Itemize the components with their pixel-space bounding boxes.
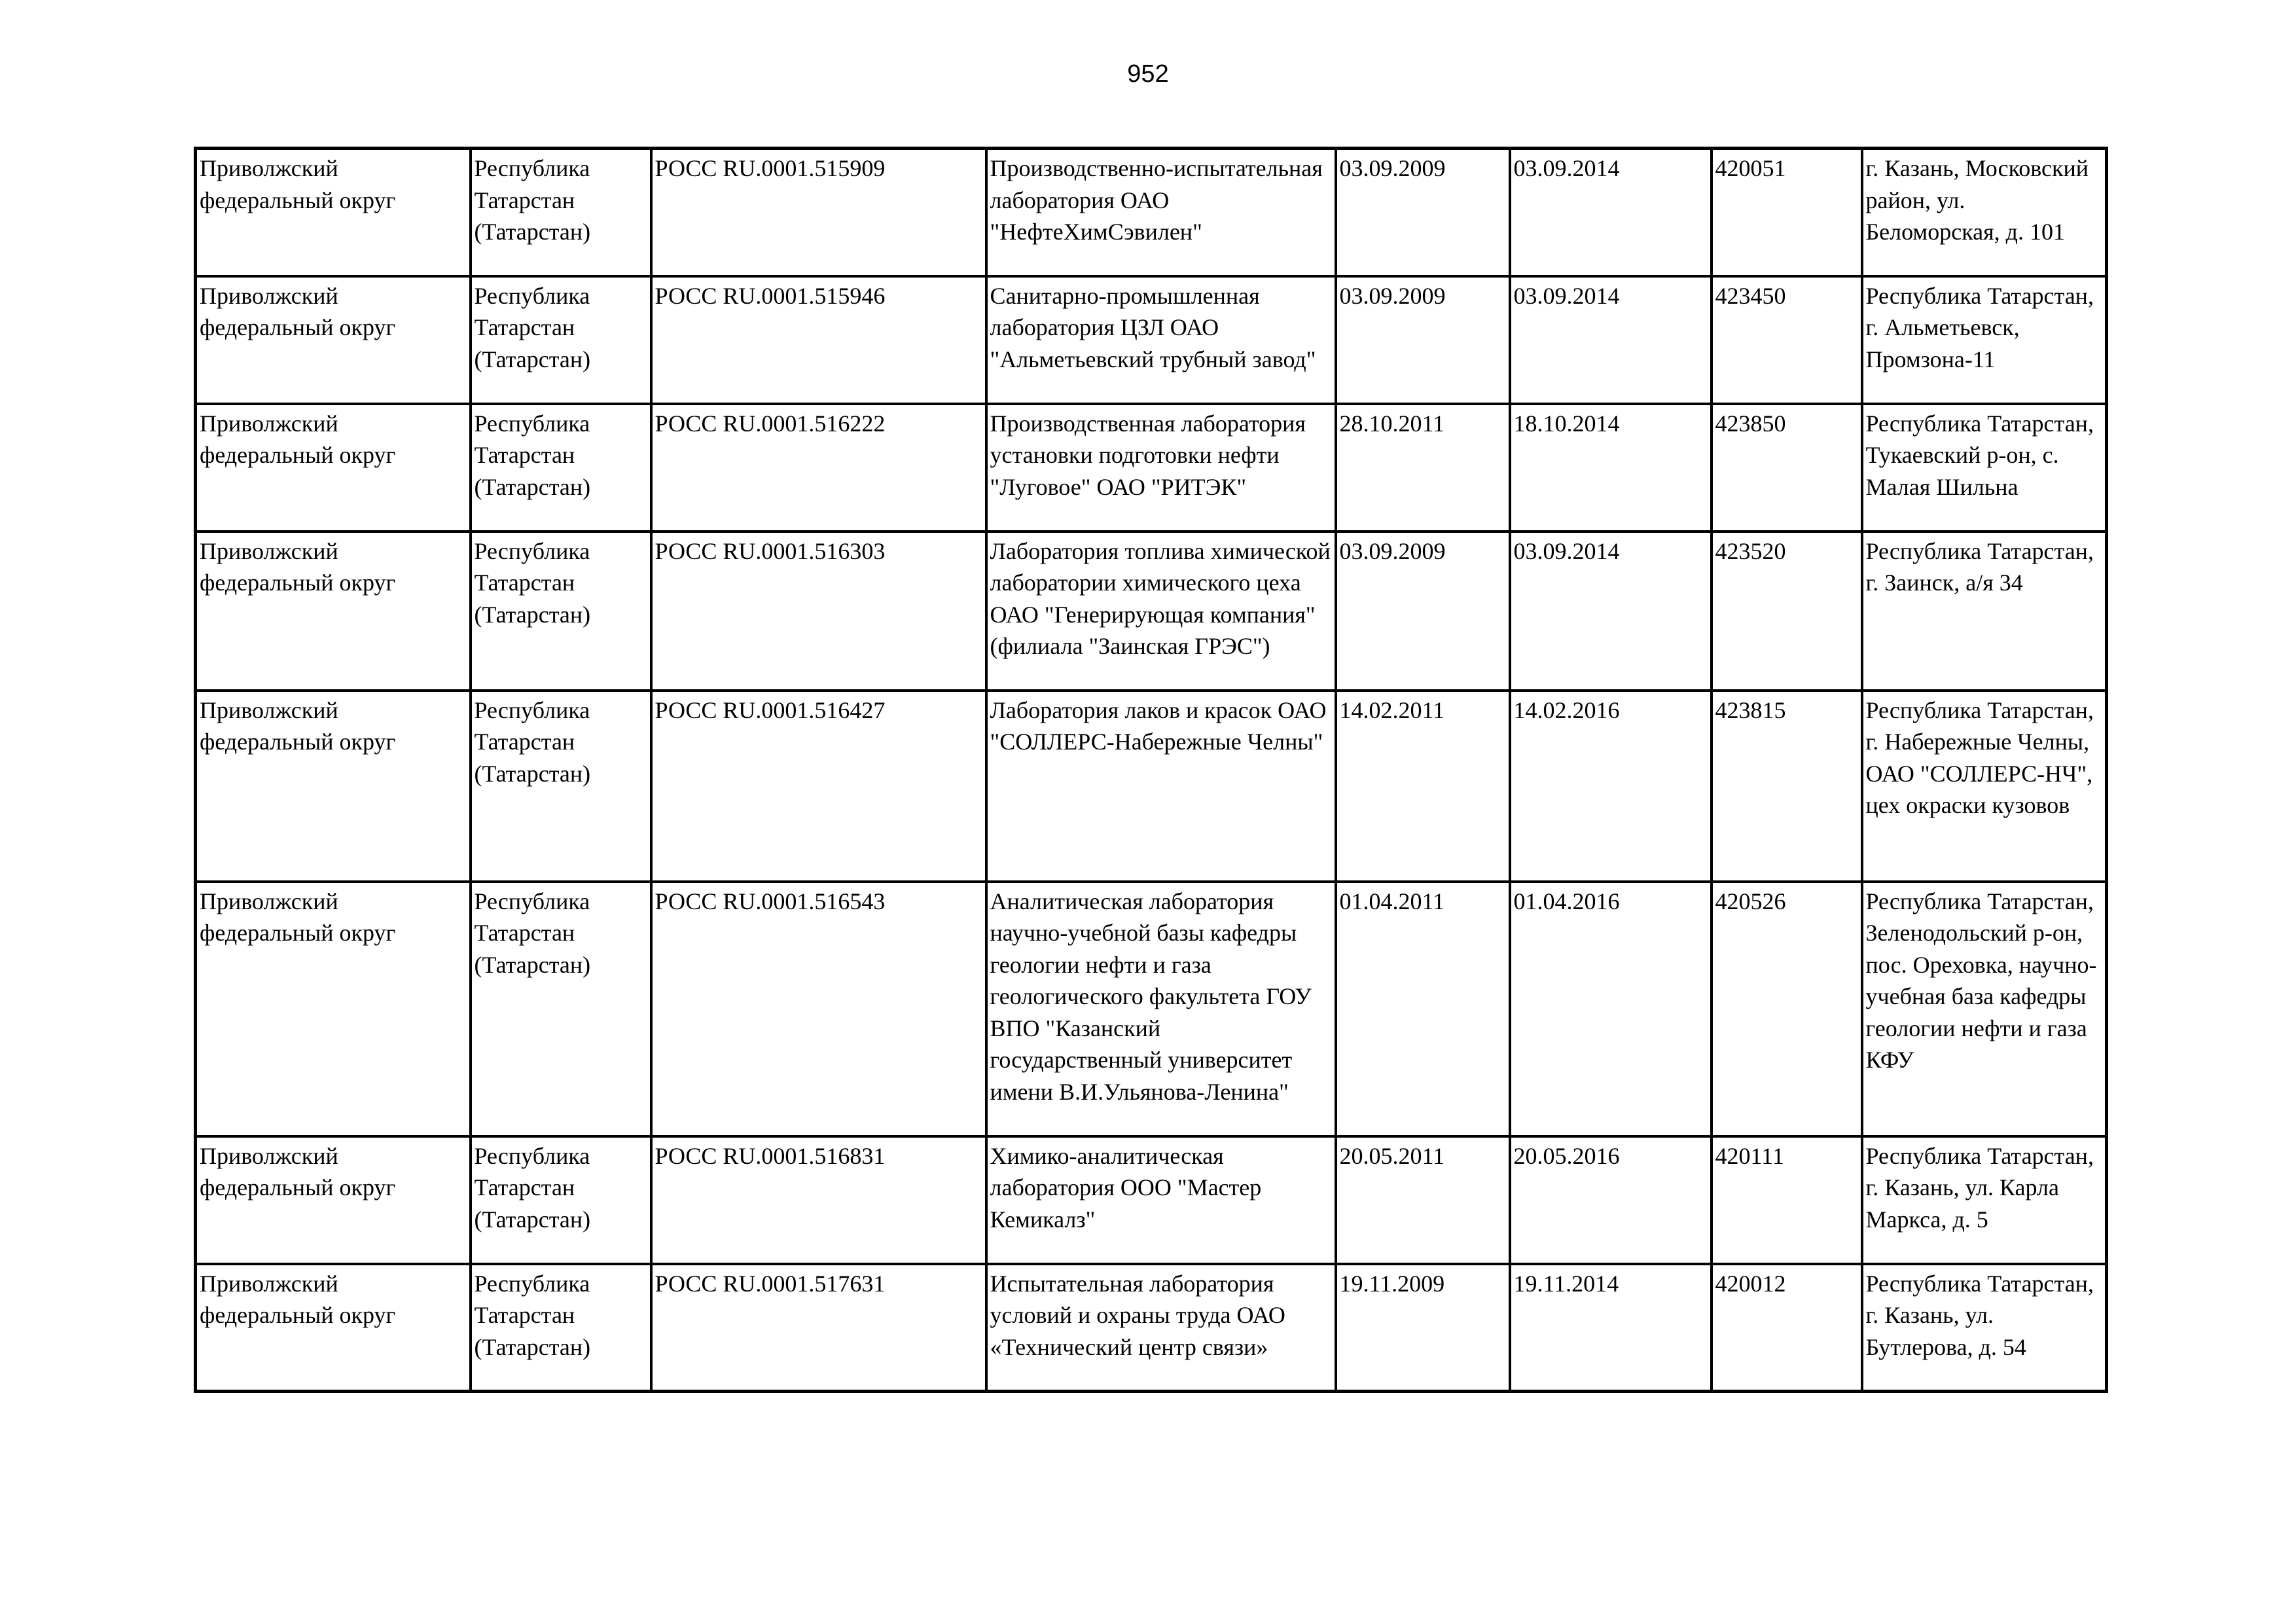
address-cell: Республика Татарстан, Зеленодольский р-он, пос. Ореховка, научно-учебная база кафедры геологии нефти и газа КФУ [1862, 882, 2107, 1136]
district-cell: Приволжский федеральный округ [196, 691, 471, 882]
date-issued-cell: 19.11.2009 [1336, 1264, 1510, 1392]
address-cell: г. Казань, Московский район, ул. Беломорская, д. 101 [1862, 149, 2107, 276]
laboratory-name-cell: Химико-аналитическая лаборатория ООО "Мастер Кемикалз" [986, 1136, 1336, 1264]
postal-code-cell: 423450 [1712, 276, 1862, 404]
postal-code-cell: 423850 [1712, 404, 1862, 532]
address-cell: Республика Татарстан, г. Казань, ул. Карла Маркса, д. 5 [1862, 1136, 2107, 1264]
region-cell: Республика Татарстан (Татарстан) [471, 1136, 651, 1264]
date-expires-cell: 20.05.2016 [1510, 1136, 1712, 1264]
postal-code-cell: 423520 [1712, 532, 1862, 691]
laboratory-name-cell: Аналитическая лаборатория научно-учебной базы кафедры геологии нефти и газа геологического факультета ГОУ ВПО "Казанский государственный университет имени В.И.Ульянова-Ленина" [986, 882, 1336, 1136]
date-issued-cell: 20.05.2011 [1336, 1136, 1510, 1264]
table-row [196, 404, 2107, 532]
certificate-number-cell: РОСС RU.0001.517631 [651, 1264, 986, 1392]
postal-code-cell: 423815 [1712, 691, 1862, 882]
date-expires-cell: 03.09.2014 [1510, 532, 1712, 691]
district-cell: Приволжский федеральный округ [196, 276, 471, 404]
certificate-number-cell: РОСС RU.0001.515909 [651, 149, 986, 276]
region-cell: Республика Татарстан (Татарстан) [471, 532, 651, 691]
date-issued-cell: 03.09.2009 [1336, 149, 1510, 276]
region-cell: Республика Татарстан (Татарстан) [471, 149, 651, 276]
date-expires-cell: 03.09.2014 [1510, 276, 1712, 404]
address-cell: Республика Татарстан, г. Казань, ул. Бутлерова, д. 54 [1862, 1264, 2107, 1392]
laboratory-name-cell: Лаборатория топлива химической лаборатории химического цеха ОАО "Генерирующая компания" (филиала "Заинская ГРЭС") [986, 532, 1336, 691]
postal-code-cell: 420111 [1712, 1136, 1862, 1264]
district-cell: Приволжский федеральный округ [196, 404, 471, 532]
postal-code-cell: 420526 [1712, 882, 1862, 1136]
page-number: 952 [1127, 60, 1169, 88]
postal-code-cell: 420051 [1712, 149, 1862, 276]
table-row [196, 1136, 2107, 1264]
date-issued-cell: 14.02.2011 [1336, 691, 1510, 882]
date-issued-cell: 03.09.2009 [1336, 532, 1510, 691]
district-cell: Приволжский федеральный округ [196, 882, 471, 1136]
laboratory-name-cell: Испытательная лаборатория условий и охраны труда ОАО «Технический центр связи» [986, 1264, 1336, 1392]
certificate-number-cell: РОСС RU.0001.515946 [651, 276, 986, 404]
region-cell: Республика Татарстан (Татарстан) [471, 276, 651, 404]
district-cell: Приволжский федеральный округ [196, 1264, 471, 1392]
region-cell: Республика Татарстан (Татарстан) [471, 882, 651, 1136]
certificate-number-cell: РОСС RU.0001.516303 [651, 532, 986, 691]
district-cell: Приволжский федеральный округ [196, 149, 471, 276]
date-issued-cell: 03.09.2009 [1336, 276, 1510, 404]
table-row [196, 276, 2107, 404]
certificate-number-cell: РОСС RU.0001.516543 [651, 882, 986, 1136]
table-row [196, 691, 2107, 882]
date-issued-cell: 01.04.2011 [1336, 882, 1510, 1136]
date-expires-cell: 19.11.2014 [1510, 1264, 1712, 1392]
address-cell: Республика Татарстан, г. Набережные Челны, ОАО "СОЛЛЕРС-НЧ", цех окраски кузовов [1862, 691, 2107, 882]
date-expires-cell: 01.04.2016 [1510, 882, 1712, 1136]
date-expires-cell: 18.10.2014 [1510, 404, 1712, 532]
district-cell: Приволжский федеральный округ [196, 1136, 471, 1264]
table-row [196, 149, 2107, 276]
laboratory-name-cell: Санитарно-промышленная лаборатория ЦЗЛ ОАО "Альметьевский трубный завод" [986, 276, 1336, 404]
address-cell: Республика Татарстан, Тукаевский р-он, с. Малая Шильна [1862, 404, 2107, 532]
laboratory-name-cell: Лаборатория лаков и красок ОАО "СОЛЛЕРС-Набережные Челны" [986, 691, 1336, 882]
date-expires-cell: 03.09.2014 [1510, 149, 1712, 276]
address-cell: Республика Татарстан, г. Альметьевск, Промзона-11 [1862, 276, 2107, 404]
postal-code-cell: 420012 [1712, 1264, 1862, 1392]
laboratory-name-cell: Производственно-испытательная лаборатория ОАО "НефтеХимСэвилен" [986, 149, 1336, 276]
table-row [196, 882, 2107, 1136]
date-expires-cell: 14.02.2016 [1510, 691, 1712, 882]
date-issued-cell: 28.10.2011 [1336, 404, 1510, 532]
certificate-number-cell: РОСС RU.0001.516831 [651, 1136, 986, 1264]
table-row [196, 532, 2107, 691]
certificate-number-cell: РОСС RU.0001.516222 [651, 404, 986, 532]
table-row [196, 1264, 2107, 1392]
laboratory-registry-table [194, 147, 2108, 1393]
region-cell: Республика Татарстан (Татарстан) [471, 691, 651, 882]
region-cell: Республика Татарстан (Татарстан) [471, 1264, 651, 1392]
laboratory-name-cell: Производственная лаборатория установки подготовки нефти "Луговое" ОАО "РИТЭК" [986, 404, 1336, 532]
certificate-number-cell: РОСС RU.0001.516427 [651, 691, 986, 882]
address-cell: Республика Татарстан, г. Заинск, а/я 34 [1862, 532, 2107, 691]
district-cell: Приволжский федеральный округ [196, 532, 471, 691]
region-cell: Республика Татарстан (Татарстан) [471, 404, 651, 532]
